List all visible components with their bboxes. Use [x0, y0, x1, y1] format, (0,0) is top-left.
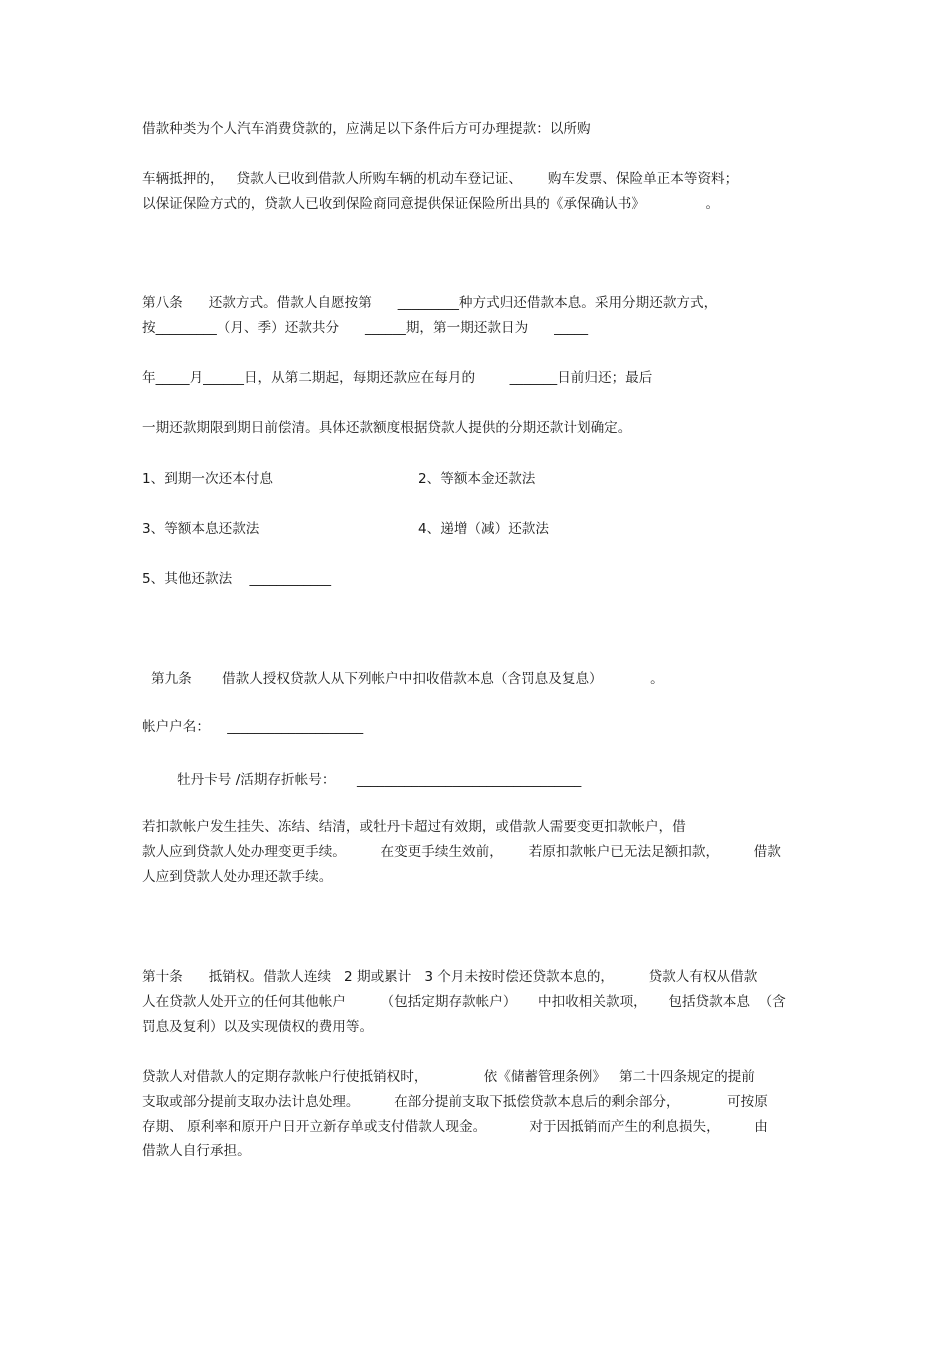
option-3: 3、等额本息还款法	[142, 521, 260, 537]
article-8-line-2: 按_________（月、季）还款共分 ______期，第一期还款日为 _____	[142, 320, 589, 336]
option-5: 5、其他还款法 ____________	[142, 571, 332, 587]
article-10-line-3: 罚息及复利）以及实现债权的费用等。	[142, 1019, 374, 1035]
account-name-line: 帐户户名： ____________________	[142, 719, 364, 735]
paragraph-10-line-3: 存期、 原利率和原开户日开立新存单或支付借款人现金。 对于因抵销而产生的利息损失， 由	[142, 1119, 768, 1135]
text-line-3: 以保证保险方式的，贷款人已收到保险商同意提供保证保险所出具的《承保确认书》 。	[142, 196, 720, 212]
article-8-line-1: 第八条 还款方式。借款人自愿按第 _________种方式归还借款本息。采用分期还款方式，	[142, 295, 718, 311]
paragraph-10-line-1: 贷款人对借款人的定期存款帐户行使抵销权时， 依《储蓄管理条例》 第二十四条规定的提前	[142, 1069, 755, 1085]
paragraph-10-line-2: 支取或部分提前支取办法计息处理。 在部分提前支取下抵偿贷款本息后的剩余部分， 可按原	[142, 1094, 768, 1110]
article-9-line-1: 第九条 借款人授权贷款人从下列帐户中扣收借款本息（含罚息及复息） 。	[151, 671, 664, 687]
option-4: 4、递增（减）还款法	[418, 521, 549, 537]
paragraph-9-line-3: 人应到贷款人处办理还款手续。	[142, 869, 333, 885]
card-number-line: 牡丹卡号 /活期存折帐号： _________________________________	[177, 772, 582, 788]
article-10-line-1: 第十条 抵销权。借款人连续 2 期或累计 3 个月未按时偿还贷款本息的， 贷款人有权从借款	[142, 969, 758, 985]
article-8-line-3: 年_____月______日，从第二期起，每期还款应在每月的 _______日前归还；最后	[142, 370, 653, 386]
option-2: 2、等额本金还款法	[418, 471, 536, 487]
paragraph-9-line-2: 款人应到贷款人处办理变更手续。 在变更手续生效前， 若原扣款帐户已无法足额扣款， 借款	[142, 844, 781, 860]
option-1: 1、到期一次还本付息	[142, 471, 273, 487]
text-line-1: 借款种类为个人汽车消费贷款的，应满足以下条件后方可办理提款：以所购	[142, 121, 591, 137]
text-line-2: 车辆抵押的， 贷款人已收到借款人所购车辆的机动车登记证、 购车发票、保险单正本等资料；	[142, 171, 739, 187]
paragraph-9-line-1: 若扣款帐户发生挂失、冻结、结清，或牡丹卡超过有效期，或借款人需要变更扣款帐户，借	[142, 819, 686, 835]
article-10-line-2: 人在贷款人处开立的任何其他帐户 （包括定期存款帐户） 中扣收相关款项， 包括贷款本息 （含	[142, 994, 786, 1010]
article-8-line-4: 一期还款期限到期日前偿清。具体还款额度根据贷款人提供的分期还款计划确定。	[142, 420, 632, 436]
paragraph-10-line-4: 借款人自行承担。	[142, 1143, 251, 1159]
